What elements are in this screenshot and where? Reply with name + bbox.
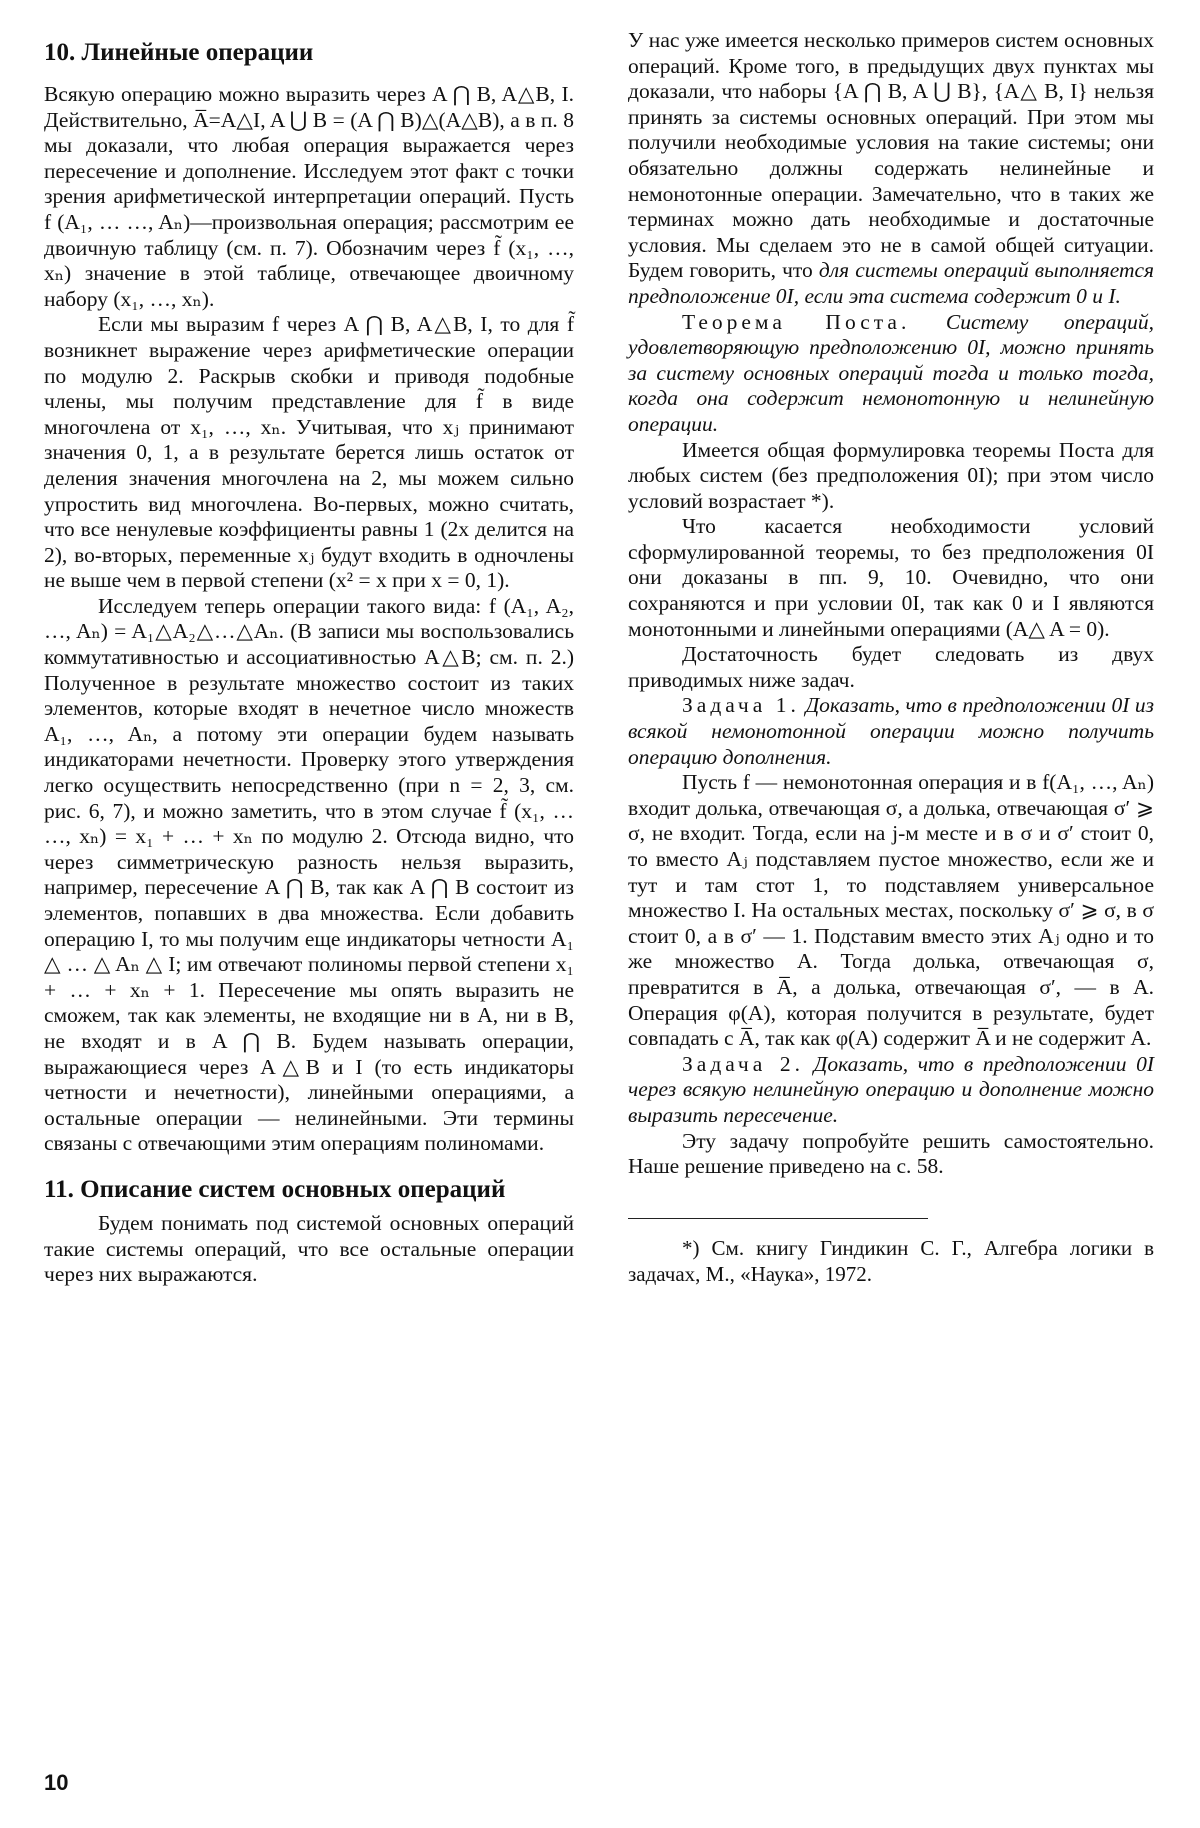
task-1-text: Доказать, что в предположении 0I из всякой немонотонной операции можно получить операцию дополнения.: [628, 693, 1155, 769]
r-paragraph-1: [628, 28, 1154, 310]
left-column: [44, 28, 574, 1288]
task-2-label: Задача 2.: [682, 1051, 805, 1076]
theorem-post: [628, 310, 1154, 438]
r-paragraph-5: Пусть f — немонотонная операция и в f(A₁, …, Aₙ) входит долька, отвечающая σ, а долька, отвечающая σ′ ⩾ σ, не входит. Тогда, если на j-м месте и в σ и σ′ стоит 0, то вместо Aⱼ подставляем пустое множество, если же и тут и там стот 1, то подставляем универсальное множество I. На остальных местах, поскольку σ′ ⩾ σ, в σ стоит 0, а в σ′ — 1. Подставим вместо этих Aⱼ одно и то же множество A. Тогда долька, отвечающая σ, превратится в A̅, а долька, отвечающая σ′, — в A. Операция φ(A), которая получится в результате, будет совпадать с A̅, так как φ(A) содержит A̅ и не содержит A.: [628, 770, 1154, 1051]
task-1-label: Задача 1.: [682, 693, 800, 718]
page-number: 10: [44, 1770, 69, 1795]
right-column: [628, 28, 1154, 1287]
footnote: *) См. книгу Гиндикин С. Г., Алгебра логики в задачах, М., «Наука», 1972.: [628, 1235, 1154, 1286]
r-paragraph-1-italic: для системы операций выполняется предположение 0I, если эта система содержит 0 и I.: [628, 258, 1155, 308]
task-2-text: Доказать, что в предположении 0I через всякую нелинейную операцию и дополнение можно выразить пересечение.: [628, 1051, 1154, 1127]
theorem-label: Теорема Поста.: [682, 309, 911, 334]
r-paragraph-1-text: У нас уже имеется несколько примеров систем основных операций. Кроме того, в предыдущих двух пунктах мы доказали, что наборы {A ⋂ B, A ⋃ B}, {A△ B, I} нельзя принять за системы основных операций. При этом мы получили необходимые условия на такие системы; они обязательно должны содержать нелинейные и немонотонные операции. Замечательно, что в таких же терминах можно дать необходимые и достаточные условия. Мы сделаем это не в самой общей ситуации. Будем говорить, что: [628, 28, 1154, 283]
theorem-text: Систему операций, удовлетворяющую предположению 0I, можно принять за систему основных операций тогда и только тогда, когда она содержит немонотонную и нелинейную операции.: [628, 309, 1154, 436]
r-paragraph-2: Имеется общая формулировка теоремы Поста для любых систем (без предположения 0I); при этом число условий возрастает *).: [628, 437, 1154, 513]
section-11-title: 11. Описание систем основных операций: [44, 1175, 506, 1203]
s10-paragraph-1: Всякую операцию можно выразить через A ⋂ B, A△B, I. Действительно, A̅=A△I, A ⋃ B = (A ⋂ B)△(A△B), а в п. 8 мы доказали, что любая операция выражается через пересечение и дополнение. Исследуем этот факт с точки зрения арифметической интерпретации операций. Пусть f (A₁, … …, Aₙ)—произвольная операция; рассмотрим ее двоичную таблицу (см. п. 7). Обозначим через f̃ (x₁, …, xₙ) значение в этой таблице, отвечающее двоичному набору (x₁, …, xₙ).: [44, 82, 574, 311]
s11-paragraph-1: Будем понимать под системой основных операций такие системы операций, что все остальные операции через них выражаются.: [44, 1210, 574, 1287]
s10-paragraph-2: Если мы выразим f через A ⋂ B, A△B, I, то для f̃ возникнет выражение через арифметические операции по модулю 2. Раскрыв скобки и приводя подобные члены, мы получим представление для f̃ в виде многочлена от x₁, …, xₙ. Учитывая, что xⱼ принимают значения 0, 1, а в результате берется лишь остаток от деления значения многочлена на 2, мы можем сильно упростить вид многочлена. Во-первых, можно считать, что все ненулевые коэффициенты равны 1 (2x делится на 2), во-вторых, переменные xⱼ будут входить в одночлены не выше чем в первой степени (x² = x при x = 0, 1).: [44, 312, 574, 593]
r-paragraph-3: Что касается необходимости условий сформулированной теоремы, то без предположения 0I они доказаны в пп. 9, 10. Очевидно, что они сохраняются и при условии 0I, так как 0 и I являются монотонными и линейными операциями (A△ A = 0).: [628, 514, 1154, 641]
r-paragraph-4: Достаточность будет следовать из двух приводимых ниже задач.: [628, 642, 1154, 692]
task-1: [628, 693, 1154, 770]
footnote-divider: [628, 1218, 928, 1219]
s10-paragraph-3: Исследуем теперь операции такого вида: f (A₁, A₂, …, Aₙ) = A₁△A₂△…△Aₙ. (В записи мы воспользовались коммутативностью и ассоциативностью A△B; см. п. 2.) Полученное в результате множество состоит из таких элементов, которые входят в нечетное число множеств A₁, …, Aₙ, а потому эти операции будем называть индикаторами нечетности. Проверку этого утверждения легко осуществить непосредственно (при n = 2, 3, см. рис. 6, 7), и можно заметить, что в этом случае f̃ (x₁, … …, xₙ) = x₁ + … + xₙ по модулю 2. Отсюда видно, что через симметрическую разность нельзя выразить, например, пересечение A ⋂ B, так как A ⋂ B состоит из элементов, попавших в два множества. Если добавить операцию I, то мы получим еще индикаторы четности A₁ △ … △ Aₙ △ I; им отвечают полиномы первой степени x₁ + … + xₙ + 1. Пересечение мы опять выразить не сможем, так как элементы, не входящие ни в A, ни в B, не входят и в A ⋂ B. Будем называть операции, выражающиеся через A△B и I (то есть индикаторы четности и нечетности), линейными операциями, а остальные операции — нелинейными. Эти термины связаны с отвечающими этим операциям полиномами.: [44, 593, 574, 1156]
r-paragraph-6: Эту задачу попробуйте решить самостоятельно. Наше решение приведено на с. 58.: [628, 1128, 1154, 1179]
section-10-title: 10. Линейные операции: [44, 39, 314, 66]
task-2: [628, 1052, 1154, 1129]
